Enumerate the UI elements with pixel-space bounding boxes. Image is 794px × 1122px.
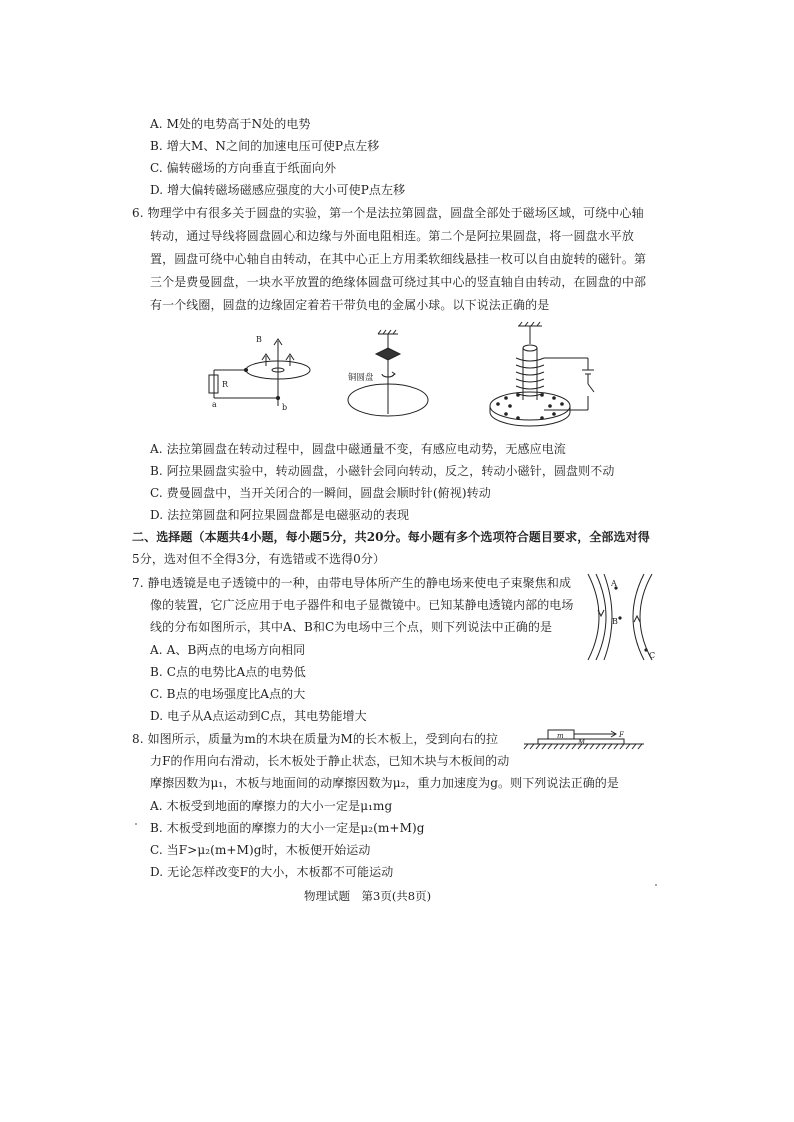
- q6-option-b: B. 阿拉果圆盘实验中，转动圆盘，小磁针会同向转动，反之，转动小磁针，圆盘则不动: [150, 464, 615, 478]
- q6-stem-line-4: 三个是费曼圆盘，一块水平放置的绝缘体圆盘可绕过其中心的竖直轴自由转动，在圆盘的中部: [150, 275, 647, 289]
- three-disk-figures: [200, 318, 630, 438]
- scan-speck: [655, 884, 657, 886]
- q8-option-b: B. 木板受到地面的摩擦力的大小一定是μ₂(m+M)g: [150, 821, 425, 835]
- q5-option-d: D. 增大偏转磁场磁感应强度的大小可使P点左移: [150, 183, 406, 197]
- faraday-label-b: b: [282, 403, 288, 412]
- q8-stem-line-2: 力F的作用向右滑动，长木板处于静止状态，已知木块与木板间的动: [150, 754, 510, 768]
- section-2-heading-line-2: 5分，选对但不全得3分，有选错或不选得0分）: [132, 552, 386, 566]
- scan-speck: [135, 823, 137, 825]
- q5-option-b: B. 增大M、N之间的加速电压可使P点左移: [150, 139, 380, 153]
- q6-option-c: C. 费曼圆盘中，当开关闭合的一瞬间，圆盘会顺时针(俯视)转动: [150, 486, 491, 500]
- faraday-label-a: a: [212, 400, 217, 409]
- q8-stem-line-3: 摩擦因数为μ₁，木板与地面间的动摩擦因数为μ₂，重力加速度为g。则下列说法正确的是: [150, 776, 620, 790]
- q5-option-a: A. M处的电势高于N处的电势: [150, 117, 311, 131]
- q8-option-d: D. 无论怎样改变F的大小，木板都不可能运动: [150, 865, 394, 879]
- faraday-label-b-field: B: [256, 335, 262, 344]
- q8-option-a: A. 木板受到地面的摩擦力的大小一定是μ₁mg: [150, 799, 393, 813]
- feynman-charged-balls: [496, 393, 564, 420]
- block-on-board-figure: [520, 726, 650, 750]
- q5-option-c: C. 偏转磁场的方向垂直于纸面向外: [150, 161, 337, 175]
- electrostatic-lens-field-lines: [580, 572, 660, 662]
- q6-stem-line-2: 转动，通过导线将圆盘圆心和边缘与外面电阻相连。第二个是阿拉果圆盘，将一圆盘水平放: [150, 229, 635, 243]
- q6-stem-line-5: 有一个线圈，圆盘的边缘固定着若干带负电的金属小球。以下说法正确的是: [150, 298, 550, 312]
- q6-option-d: D. 法拉第圆盘和阿拉果圆盘都是电磁驱动的表现: [150, 508, 410, 522]
- q7-point-a-label: A: [611, 579, 617, 588]
- q6-option-a: A. 法拉第圆盘在转动过程中，圆盘中磁通量不变，有感应电动势，无感应电流: [150, 442, 566, 456]
- q8-option-c: C. 当F>μ₂(m+M)g时，木板便开始运动: [150, 843, 371, 857]
- q6-stem-line-1: 6. 物理学中有很多关于圆盘的实验，第一个是法拉第圆盘，圆盘全部处于磁场区域，可绕中心轴: [132, 206, 644, 220]
- faraday-label-r: R: [222, 380, 229, 389]
- arago-disk-label: 铜圆盘: [348, 373, 374, 383]
- feynman-disk-figure: [490, 322, 594, 426]
- q7-figure: [580, 572, 660, 662]
- q7-stem-line-3: 线的分布如图所示，其中A、B和C为电场中三个点，则下列说法中正确的是: [150, 620, 553, 634]
- q7-option-d: D. 电子从A点运动到C点，其电势能增大: [150, 709, 367, 723]
- faraday-disk-figure: [209, 339, 310, 406]
- q8-label-f: F: [619, 731, 624, 739]
- q8-stem-line-1: 8. 如图所示，质量为m的木块在质量为M的长木板上，受到向右的拉: [132, 732, 499, 746]
- q6-stem-line-3: 置，圆盘可绕中心轴自由转动，在其中心正上方用柔软细线悬挂一枚可以自由旋转的磁针。第: [150, 252, 647, 266]
- q8-figure: [520, 726, 650, 750]
- q8-label-m: m: [557, 732, 564, 740]
- q7-option-c: C. B点的电场强度比A点的大: [150, 687, 306, 701]
- q7-point-c-label: C: [649, 651, 656, 660]
- section-2-heading-line-1: 二、选择题（本题共4小题，每小题5分，共20分。每小题有多个选项符合题目要求，全部选对得: [132, 530, 650, 544]
- q8-label-big-m: M: [578, 738, 586, 746]
- q7-stem-line-1: 7. 静电透镜是电子透镜中的一种，由带电导体所产生的静电场来使电子束聚焦和成: [132, 576, 572, 590]
- q7-point-b-label: B: [612, 617, 618, 626]
- page-footer: 物理试题 第3页(共8页): [304, 889, 432, 903]
- q7-option-a: A. A、B两点的电场方向相同: [150, 643, 306, 657]
- q7-stem-line-2: 像的装置，它广泛应用于电子器件和电子显微镜中。已知某静电透镜内部的电场: [150, 598, 574, 612]
- q7-option-b: B. C点的电势比A点的电势低: [150, 665, 306, 679]
- q6-figure: [200, 318, 630, 438]
